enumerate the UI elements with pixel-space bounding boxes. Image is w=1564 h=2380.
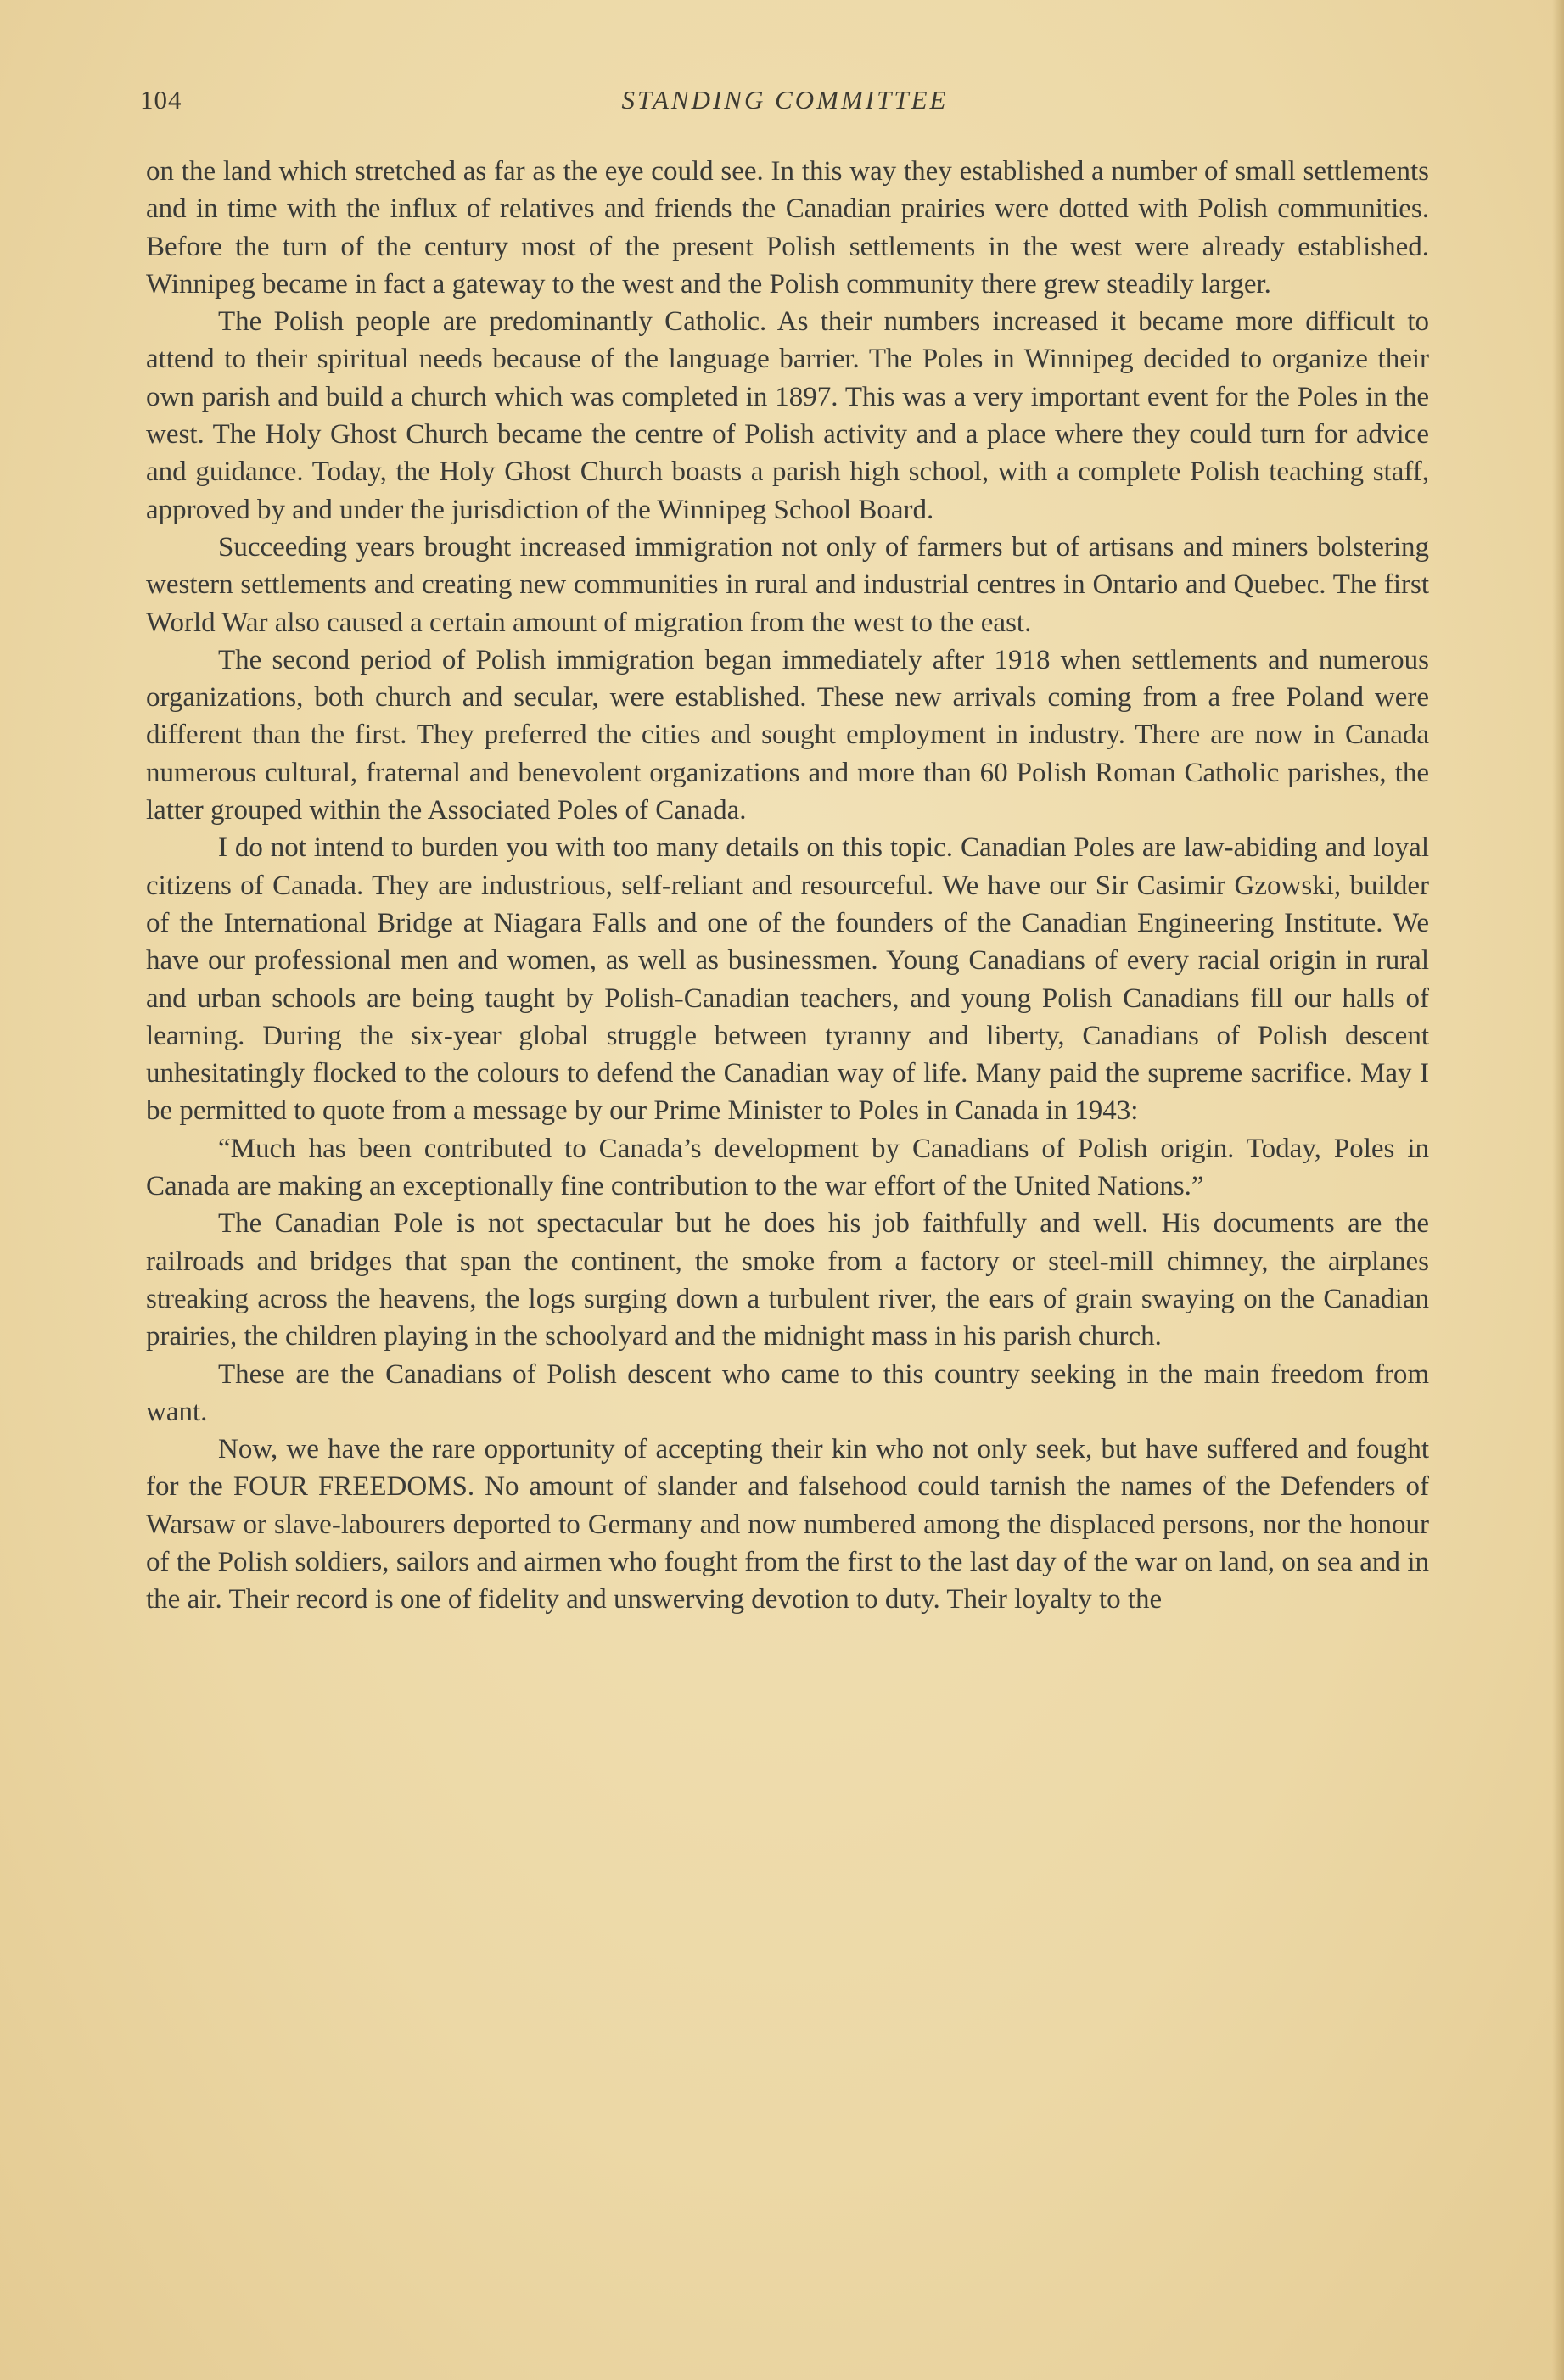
paragraph-7: The Canadian Pole is not spectacular but he does his job faithfully and well. His documents are the railroads and bridges that span the continent, the smoke from a factory or steel-mill chimney, the airplanes streaking across the heavens, the logs surging down a turbulent river, the ears of grain swaying on the Canadian prairies, the children playing in the schoolyard and the midnight mass in his parish church. xyxy=(146,1208,1429,1352)
page-number: 104 xyxy=(140,85,182,115)
paragraph-2: The Polish people are predominantly Catholic. As their numbers increased it became more difficult to attend to their spiritual needs because of the language barrier. The Poles in Winnipeg decided to organize their own parish and build a church which was completed in 1897. This was a very important event for the Poles in the west. The Holy Ghost Church became the centre of Polish activity and a place where they could turn for advice and guidance. Today, the Holy Ghost Church boasts a parish high school, with a complete Polish teaching staff, approved by and under the jurisdiction of the Winnipeg School Board. xyxy=(146,306,1429,525)
paragraph-8: These are the Canadians of Polish descent who came to this country seeking in the main freedom from want. xyxy=(146,1358,1429,1427)
paragraph-5: I do not intend to burden you with too many details on this topic. Canadian Poles are law-abiding and loyal citizens of Canada. They are industrious, self-reliant and resourceful. We have our Sir Casimir Gzowski, builder of the International Bridge at Niagara Falls and one of the founders of the Canadian Engineering Institute. We have our professional men and women, as well as businessmen. Young Canadians of every racial origin in rural and urban schools are being taught by Polish-Canadian teachers, and young Polish Canadians fill our halls of learning. During the six-year global struggle between tyranny and liberty, Canadians of Polish descent unhesitatingly flocked to the colours to defend the Canadian way of life. Many paid the supreme sacrifice. May I be permitted to quote from a message by our Prime Minister to Poles in Canada in 1943: xyxy=(146,832,1429,1127)
paragraph-6-quote: “Much has been contributed to Canada’s development by Canadians of Polish origin. Today, Poles in Canada are making an exceptionally fine contribution to the war effort of the United Nations.” xyxy=(146,1133,1429,1202)
paragraph-4: The second period of Polish immigration began immediately after 1918 when settlements and numerous organizations, both church and secular, were established. These new arrivals coming from a free Poland were different than the first. They preferred the cities and sought employment in industry. There are now in Canada numerous cultural, fraternal and benevolent organizations and more than 60 Polish Roman Catholic parishes, the latter grouped within the Associated Poles of Canada. xyxy=(146,644,1429,826)
body-text xyxy=(146,153,1429,1619)
running-head: STANDING COMMITTEE xyxy=(621,85,949,115)
page-edge-shadow xyxy=(1552,0,1564,2380)
page-header xyxy=(140,85,1430,127)
paragraph-1: on the land which stretched as far as the eye could see. In this way they established a number of small settlements and in time with the influx of relatives and friends the Canadian prairies were dotted with Polish communities. Before the turn of the century most of the present Polish settlements in the west were already established. Winnipeg became in fact a gateway to the west and the Polish community there grew steadily larger. xyxy=(146,156,1429,300)
paragraph-9: Now, we have the rare opportunity of accepting their kin who not only seek, but have suffered and fought for the FOUR FREEDOMS. No amount of slander and falsehood could tarnish the names of the Defenders of Warsaw or slave-labourers deported to Germany and now numbered among the displaced persons, nor the honour of the Polish soldiers, sailors and airmen who fought from the first to the last day of the war on land, on sea and in the air. Their record is one of fidelity and unswerving devotion to duty. Their loyalty to the xyxy=(146,1434,1429,1616)
paragraph-3: Succeeding years brought increased immigration not only of farmers but of artisans and miners bolstering western settlements and creating new communities in rural and industrial centres in Ontario and Quebec. The first World War also caused a certain amount of migration from the west to the east. xyxy=(146,531,1429,638)
